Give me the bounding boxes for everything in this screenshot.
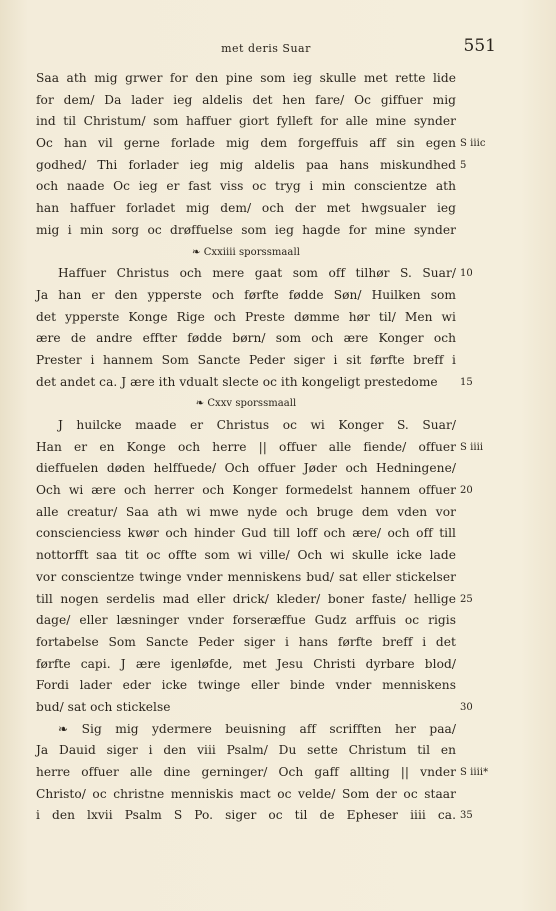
line-text: till nogen serdelis mad eller drick/ kleder/ boner faste/ hellige <box>36 591 456 606</box>
line-text: Prester i hannem Som Sancte Peder siger i sit førfte breff i <box>36 352 456 367</box>
line-text: for dem/ Da lader ieg aldelis det hen fare/ Oc giffuer mig <box>36 92 456 107</box>
margin-note: S iiii* <box>460 767 489 778</box>
text-body <box>36 68 489 827</box>
text-line <box>36 307 456 329</box>
text-line <box>36 719 456 741</box>
text-line <box>36 632 456 654</box>
margin-note: S iiii <box>460 441 484 453</box>
line-text: fortabelse Som Sancte Peder siger i hans førfte breff i det <box>36 634 456 649</box>
running-head: met deris Suar <box>221 42 311 55</box>
text-line <box>36 220 456 242</box>
line-text: herre offuer alle dine gerninger/ Och gaff allting || vnder <box>36 765 456 779</box>
text-line <box>36 155 467 177</box>
margin-note: 15 <box>460 376 473 388</box>
line-text: nottorfft saa tit oc offte som wi ville/ Och wi skulle icke lade <box>36 548 456 563</box>
text-line <box>36 350 456 372</box>
line-text: ære de andre effter fødde børn/ som och ære Konger och <box>36 331 456 346</box>
line-text: ❧ Sig mig ydermere beuisning aff scrifften her paa/ <box>58 721 456 736</box>
text-line <box>36 198 456 220</box>
text-line <box>36 784 456 806</box>
line-text: J huilcke maade er Christus oc wi Konger S. Suar/ <box>58 418 456 432</box>
text-line <box>36 437 484 459</box>
line-text: Ja Dauid siger i den viii Psalm/ Du sette Christum til en <box>36 743 456 758</box>
text-line <box>36 133 486 155</box>
line-text: i den lxvii Psalm S Po. siger oc til de Epheser iiii ca. <box>36 808 456 823</box>
text-line <box>36 567 456 589</box>
line-text: mig i min sorg oc drøffuelse som ieg hagde for mine synder <box>36 222 456 237</box>
margin-note: 10 <box>460 268 473 280</box>
section-heading <box>36 393 456 415</box>
line-text: godhed/ Thi forlader ieg mig aldelis paa hans miskundhed <box>36 157 456 172</box>
page-header <box>36 36 496 58</box>
line-text: Haffuer Christus och mere gaat som off tilhør S. Suar/ <box>58 266 456 281</box>
text-line <box>36 480 473 502</box>
line-text: bud/ sat och stickelse <box>36 699 171 714</box>
line-text: vor conscientze twinge vnder menniskens bud/ sat eller stickelser <box>36 569 456 584</box>
margin-note: 35 <box>460 810 473 822</box>
text-line <box>36 502 456 524</box>
line-text: Christo/ oc christne menniskis mact oc velde/ Som der oc staar <box>36 786 456 801</box>
line-text: Han er en Konge och herre || offuer alle fiende/ offuer <box>36 439 456 454</box>
line-text: ind til Christum/ som haffuer giort fylleft for alle mine synder <box>36 114 456 129</box>
text-line <box>36 610 456 632</box>
text-line <box>36 328 456 350</box>
line-text: førfte capi. J ære igenløfde, met Jesu Christi dyrbare blod/ <box>36 656 456 671</box>
text-line <box>36 415 456 437</box>
line-text: conscienciess kwør och hinder Gud till loff och ære/ och off till <box>36 526 456 541</box>
margin-note: S iiic <box>460 138 486 150</box>
text-line <box>36 654 456 676</box>
text-line <box>36 90 456 112</box>
section-heading <box>36 242 456 264</box>
text-line <box>36 762 489 784</box>
text-line <box>36 111 456 133</box>
margin-note: 25 <box>460 593 473 605</box>
text-line <box>36 372 473 394</box>
margin-note: 30 <box>460 701 473 713</box>
line-text: dieffuelen døden helffuede/ Och offuer Jøder och Hedningene/ <box>36 461 456 476</box>
line-text: det andet ca. J ære ith vdualt slecte oc ith kongeligt prestedome <box>36 374 438 389</box>
line-text: och naade Oc ieg er fast viss oc tryg i min conscientze ath <box>36 179 456 194</box>
text-line <box>36 68 456 90</box>
margin-note: 5 <box>460 159 467 171</box>
line-text: dage/ eller læsninger vnder forseræffue Gudz arffuis oc rigis <box>36 613 456 628</box>
page-number: 551 <box>463 36 496 56</box>
line-text: Och wi ære och herrer och Konger formedelst hannem offuer <box>36 483 456 498</box>
text-line <box>36 285 456 307</box>
line-text: alle creatur/ Saa ath wi mwe nyde och bruge dem vden vor <box>36 504 456 519</box>
text-line <box>36 675 456 697</box>
line-text: Fordi lader eder icke twinge eller binde vnder menniskens <box>36 678 456 693</box>
margin-note: 20 <box>460 485 473 497</box>
line-text: ❧ Cxxiiii sporssmaall <box>192 246 300 258</box>
text-line <box>36 523 456 545</box>
text-line <box>36 805 473 827</box>
text-line <box>36 545 456 567</box>
line-text: Saa ath mig grwer for den pine som ieg skulle met rette lide <box>36 71 456 85</box>
text-line <box>36 740 456 762</box>
line-text: ❧ Cxxv sporssmaall <box>195 398 297 410</box>
line-text: Ja han er den ypperste och førfte fødde Søn/ Huilken som <box>36 287 456 302</box>
text-line <box>36 458 456 480</box>
text-line <box>36 589 473 611</box>
line-text: Oc han vil gerne forlade mig dem forgeffuis aff sin egen <box>36 136 456 151</box>
text-line <box>36 697 473 719</box>
text-line <box>36 176 456 198</box>
line-text: han haffuer forladet mig dem/ och der met hwgsualer ieg <box>36 201 456 216</box>
text-line <box>36 263 473 285</box>
line-text: det ypperste Konge Rige och Preste dømme hør til/ Men wi <box>36 309 456 324</box>
